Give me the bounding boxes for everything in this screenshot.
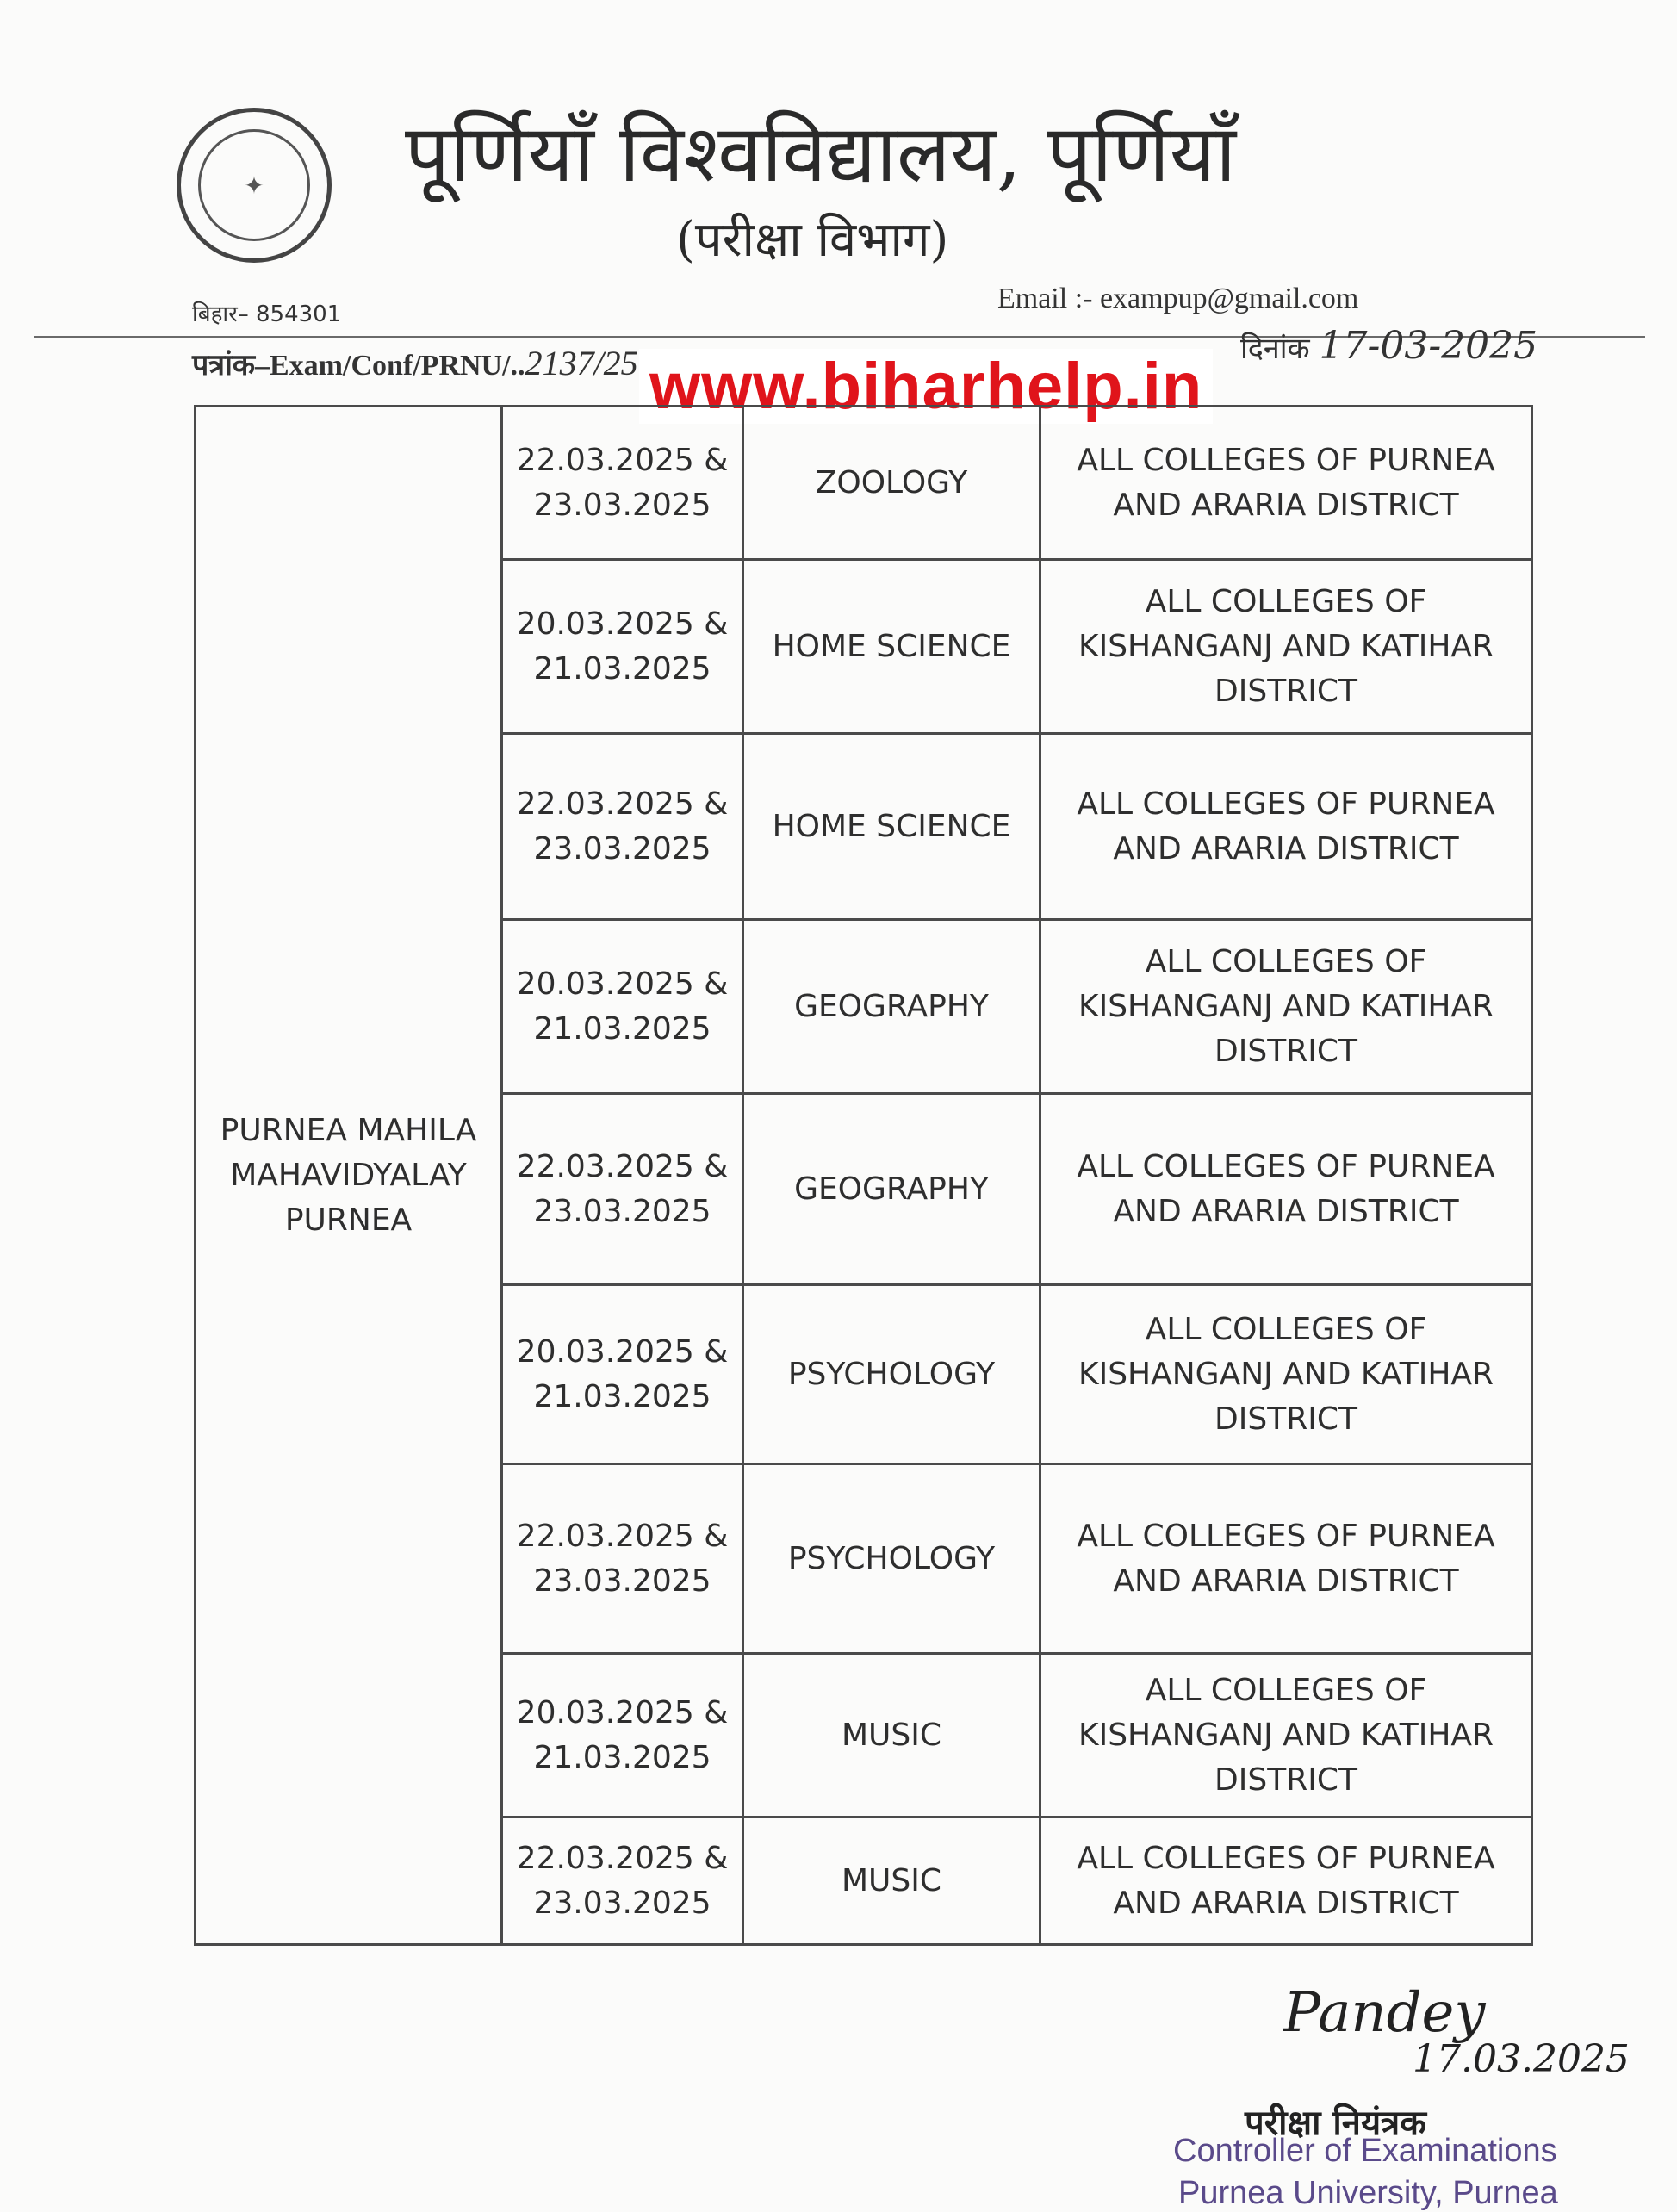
subject-cell: HOME SCIENCE — [743, 560, 1040, 734]
date-cell: 22.03.2025 & 23.03.2025 — [502, 1464, 743, 1654]
signature-date: 17.03.2025 — [1413, 2037, 1630, 2081]
subject-cell: GEOGRAPHY — [743, 920, 1040, 1094]
college-cell: PURNEA MAHILA MAHAVIDYALAY PURNEA — [196, 407, 502, 1945]
colleges-cell: ALL COLLEGES OF PURNEA AND ARARIA DISTRICT — [1040, 734, 1532, 920]
date-cell: 22.03.2025 & 23.03.2025 — [502, 1094, 743, 1285]
date-cell: 20.03.2025 & 21.03.2025 — [502, 1285, 743, 1464]
date-cell: 22.03.2025 & 23.03.2025 — [502, 407, 743, 560]
pin-code: बिहार– 854301 — [192, 301, 342, 327]
date-line — [1240, 324, 1537, 368]
email-address: Email :- exampup@gmail.com — [997, 283, 1359, 314]
subject-cell: ZOOLOGY — [743, 407, 1040, 560]
colleges-cell: ALL COLLEGES OF KISHANGANJ AND KATIHAR DISTRICT — [1040, 920, 1532, 1094]
university-seal — [177, 108, 332, 263]
reference-label: पत्रांक–Exam/Conf/PRNU/.. — [192, 350, 525, 382]
colleges-cell: ALL COLLEGES OF KISHANGANJ AND KATIHAR DISTRICT — [1040, 560, 1532, 734]
date-label: दिनांक — [1240, 332, 1310, 366]
subject-cell: MUSIC — [743, 1817, 1040, 1945]
table-row — [196, 407, 1532, 560]
reference-number: 2137/25 — [525, 344, 638, 382]
colleges-cell: ALL COLLEGES OF PURNEA AND ARARIA DISTRICT — [1040, 407, 1532, 560]
schedule-table — [194, 405, 1533, 1946]
colleges-cell: ALL COLLEGES OF PURNEA AND ARARIA DISTRICT — [1040, 1464, 1532, 1654]
signature-name: Pandey — [1283, 1981, 1486, 2045]
signatory-university: Purnea University, Purnea — [1178, 2175, 1558, 2211]
date-cell: 20.03.2025 & 21.03.2025 — [502, 560, 743, 734]
subject-cell: MUSIC — [743, 1654, 1040, 1817]
department-name: (परीक्षा विभाग) — [676, 212, 949, 268]
signatory-title: Controller of Examinations — [1173, 2133, 1557, 2169]
signatory-title-hindi: परीक्षा नियंत्रक — [1245, 2103, 1426, 2143]
date-value: 17-03-2025 — [1319, 324, 1538, 368]
colleges-cell: ALL COLLEGES OF KISHANGANJ AND KATIHAR DISTRICT — [1040, 1285, 1532, 1464]
colleges-cell: ALL COLLEGES OF KISHANGANJ AND KATIHAR DISTRICT — [1040, 1654, 1532, 1817]
seal-emblem-icon: ✦ — [198, 129, 310, 241]
date-cell: 22.03.2025 & 23.03.2025 — [502, 734, 743, 920]
colleges-cell: ALL COLLEGES OF PURNEA AND ARARIA DISTRICT — [1040, 1817, 1532, 1945]
schedule-body — [196, 407, 1532, 1945]
subject-cell: PSYCHOLOGY — [743, 1464, 1040, 1654]
reference-line — [192, 343, 638, 383]
date-cell: 20.03.2025 & 21.03.2025 — [502, 1654, 743, 1817]
subject-cell: PSYCHOLOGY — [743, 1285, 1040, 1464]
watermark-link[interactable]: www.biharhelp.in — [639, 349, 1213, 424]
subject-cell: HOME SCIENCE — [743, 734, 1040, 920]
university-name: पूर्णियाँ विश्वविद्यालय, पूर्णियाँ — [405, 108, 1237, 200]
date-cell: 20.03.2025 & 21.03.2025 — [502, 920, 743, 1094]
date-cell: 22.03.2025 & 23.03.2025 — [502, 1817, 743, 1945]
colleges-cell: ALL COLLEGES OF PURNEA AND ARARIA DISTRICT — [1040, 1094, 1532, 1285]
subject-cell: GEOGRAPHY — [743, 1094, 1040, 1285]
